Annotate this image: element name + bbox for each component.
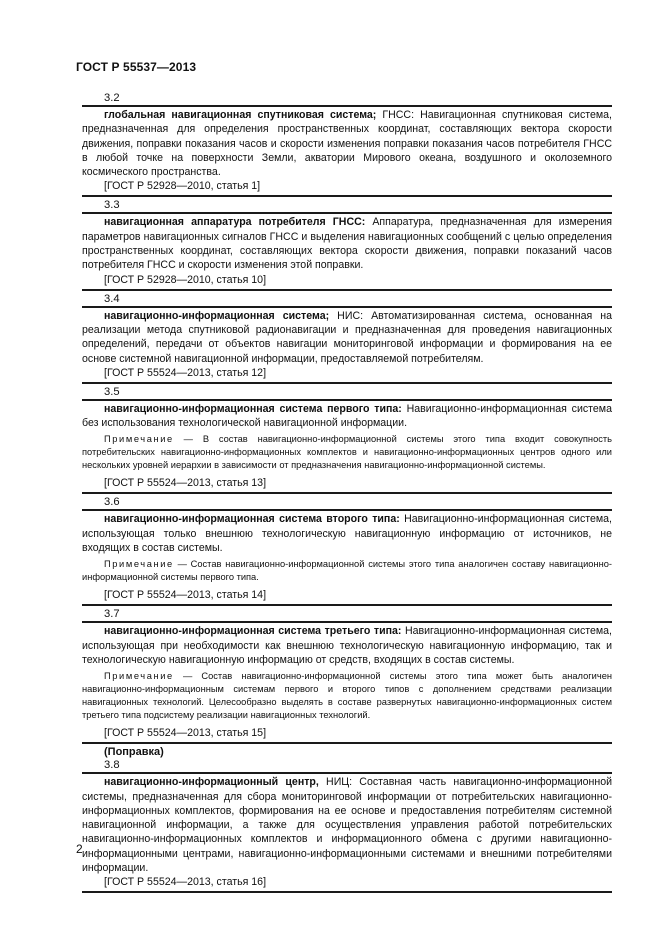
term-definition [82, 309, 612, 366]
definition-text: ГНСС: Навигационная спутниковая система, предназначенная для определения пространственных координат, составляющих вектора скорости движения, поправки показания часов и скорости изменения поправки показания часов потребителя ГНСС в любой точке на поверхности Земли, акватории Мирового океана, воздушного и околоземного космического пространства. [82, 109, 612, 179]
term-title: навигационно-информационная система первого типа: [104, 402, 402, 415]
term-note [82, 558, 612, 584]
term-entry-3-3 [82, 212, 612, 290]
term-number: 3.7 [104, 608, 120, 621]
term-number: 3.3 [104, 199, 120, 212]
term-entry-3-2 [82, 105, 612, 197]
term-title: глобальная навигационная спутниковая система; [104, 109, 377, 121]
term-note [82, 433, 612, 472]
terms-section [82, 92, 612, 895]
term-definition [82, 512, 612, 555]
term-source: [ГОСТ Р 52928—2010, статья 10] [104, 273, 267, 286]
term-title: навигационно-информационный центр, [104, 776, 319, 789]
term-title: навигационно-информационная система; [104, 309, 330, 322]
page-number: 2 [76, 842, 83, 856]
term-entry-3-8 [82, 772, 612, 893]
term-number: 3.8 [104, 759, 120, 772]
note-text: — Состав навигационно-информационной системы этого типа аналогичен составу навигационно-информационной системы первого типа. [82, 559, 612, 583]
term-definition [82, 775, 612, 875]
term-title: навигационно-информационная система третьего типа: [104, 625, 402, 638]
definition-text: НИЦ: Составная часть навигационно-информационной системы, предназначенная для сбора мониторинговой информации от потребительских навигационно-информационных комплектов, формирования на ее основе и предоставления потребителям системной навигационной информации, а также для осуществления управления работой потребительских навигационно-информационных комплектов и информационного обмена с другими навигационно-информационными центрами, навигационно-информационными системами и внешними потребителями информации. [82, 776, 613, 875]
term-source: [ГОСТ Р 55524—2013, статья 16] [104, 876, 267, 889]
term-entry-3-5 [82, 399, 612, 495]
term-number: 3.6 [104, 496, 120, 509]
amendment-note: (Поправка) [104, 746, 164, 759]
term-definition [82, 402, 612, 431]
term-note [82, 670, 612, 722]
term-source: [ГОСТ Р 55524—2013, статья 15] [104, 727, 267, 740]
term-entry-3-6 [82, 509, 612, 606]
term-definition [82, 215, 612, 272]
document-header: ГОСТ Р 55537—2013 [76, 60, 197, 74]
term-definition [82, 624, 612, 667]
note-label: Примечание [104, 671, 174, 682]
note-label: Примечание [104, 434, 174, 445]
definition-text: Аппаратура, предназначенная для измерения параметров навигационных сигналов ГНСС и выделения навигационных сообщений с целью определения пространственных координат, составляющих вектора скорости движения, поправки показаний часов потребителя ГНСС и скорости изменения этой поправки. [82, 216, 612, 272]
note-text: — Состав навигационно-информационной системы этого типа может быть аналогичен навигационно-информационным системам первого и второго типов с дополнением средствами реализации навигационных технологий. Целесообразно выделять в составе развернутых навигационно-информационных систем третьего типа подсистему реализации навигационных технологий. [82, 671, 612, 721]
term-entry-3-7 [82, 621, 612, 744]
term-number: 3.2 [104, 92, 120, 104]
term-source: [ГОСТ Р 52928—2010, статья 1] [104, 180, 261, 193]
term-number: 3.4 [104, 292, 120, 305]
definition-text: Навигационно-информационная система без использования технологической навигационной информации. [82, 402, 612, 430]
definition-text: НИС: Автоматизированная система, основанная на реализации метода спутниковой радионавигации и предназначенная для проведения навигационных определений, передачи от объектов навигации мониторинговой информации и формирования на ее основе системной навигационной информации, предоставляемой потребителям. [82, 309, 612, 365]
term-title: навигационная аппаратура потребителя ГНСС: [104, 216, 366, 229]
definition-text: Навигационно-информационная система, использующая только внешнюю технологическую навигационную информацию от источников, не входящих в состав системы. [82, 513, 612, 555]
term-number: 3.5 [104, 385, 120, 398]
term-source: [ГОСТ Р 55524—2013, статья 13] [104, 477, 267, 490]
note-label: Примечание [104, 559, 174, 570]
term-source: [ГОСТ Р 55524—2013, статья 12] [104, 366, 267, 379]
term-title: навигационно-информационная система второго типа: [104, 513, 400, 526]
term-definition [82, 108, 612, 179]
term-source: [ГОСТ Р 55524—2013, статья 14] [104, 589, 267, 602]
definition-text: Навигационно-информационная система, использующая при необходимости как внешнюю технологическую навигационную информацию, так и технологическую навигационную информацию от средств, входящих в состав системы. [82, 625, 612, 666]
note-text: — В состав навигационно-информационной системы этого типа входит совокупность потребительских навигационно-информационных комплектов и навигационно-информационных центров одного или нескольких уровней иерархии в зависимости от предназначения навигационно-информационной системы. [82, 434, 612, 471]
term-entry-3-4 [82, 306, 612, 384]
